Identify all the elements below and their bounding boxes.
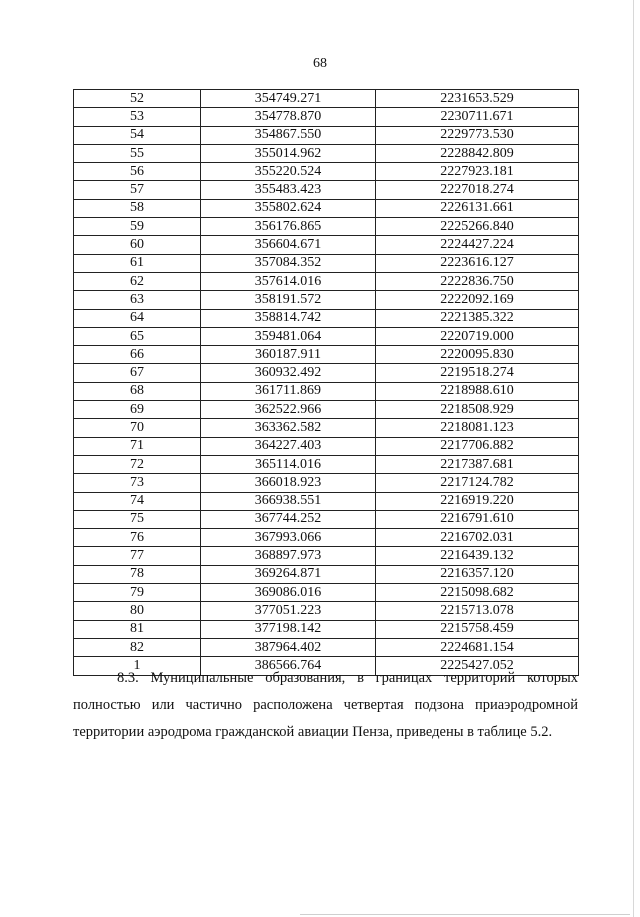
x-coordinate-cell: 367993.066	[201, 529, 376, 547]
x-coordinate-cell: 360187.911	[201, 346, 376, 364]
x-coordinate-cell: 354749.271	[201, 90, 376, 108]
x-coordinate-cell: 387964.402	[201, 638, 376, 656]
table-row	[74, 638, 579, 656]
x-coordinate-cell: 356176.865	[201, 218, 376, 236]
x-coordinate-cell: 366938.551	[201, 492, 376, 510]
y-coordinate-cell: 2216439.132	[376, 547, 579, 565]
x-coordinate-cell: 368897.973	[201, 547, 376, 565]
point-number-cell: 67	[74, 364, 201, 382]
y-coordinate-cell: 2216919.220	[376, 492, 579, 510]
table-row	[74, 218, 579, 236]
table-row	[74, 602, 579, 620]
x-coordinate-cell: 354778.870	[201, 108, 376, 126]
point-number-cell: 54	[74, 126, 201, 144]
point-number-cell: 69	[74, 401, 201, 419]
table-row	[74, 437, 579, 455]
point-number-cell: 61	[74, 254, 201, 272]
y-coordinate-cell: 2220095.830	[376, 346, 579, 364]
x-coordinate-cell: 355483.423	[201, 181, 376, 199]
point-number-cell: 55	[74, 144, 201, 162]
y-coordinate-cell: 2216791.610	[376, 510, 579, 528]
x-coordinate-cell: 357614.016	[201, 272, 376, 290]
table-row	[74, 144, 579, 162]
x-coordinate-cell: 365114.016	[201, 455, 376, 473]
table-row	[74, 272, 579, 290]
point-number-cell: 73	[74, 474, 201, 492]
x-coordinate-cell: 377198.142	[201, 620, 376, 638]
table-row	[74, 163, 579, 181]
table-row	[74, 364, 579, 382]
point-number-cell: 59	[74, 218, 201, 236]
coordinates-table-body	[74, 90, 579, 676]
y-coordinate-cell: 2219518.274	[376, 364, 579, 382]
table-row	[74, 565, 579, 583]
y-coordinate-cell: 2225427.052	[376, 657, 579, 675]
y-coordinate-cell: 2222836.750	[376, 272, 579, 290]
y-coordinate-cell: 2231653.529	[376, 90, 579, 108]
point-number-cell: 60	[74, 236, 201, 254]
point-number-cell: 78	[74, 565, 201, 583]
point-number-cell: 72	[74, 455, 201, 473]
body-paragraph: 8.3. Муниципальные образования, в границах территорий которых полностью или частично расположена четвертая подзона приаэродромной территории аэродрома гражданской авиации Пенза, приведены в таблице 5.2.	[73, 670, 578, 740]
point-number-cell: 57	[74, 181, 201, 199]
x-coordinate-cell: 358814.742	[201, 309, 376, 327]
table-row	[74, 291, 579, 309]
y-coordinate-cell: 2229773.530	[376, 126, 579, 144]
y-coordinate-cell: 2216357.120	[376, 565, 579, 583]
y-coordinate-cell: 2225266.840	[376, 218, 579, 236]
point-number-cell: 74	[74, 492, 201, 510]
scan-edge-line	[300, 914, 630, 915]
table-row	[74, 474, 579, 492]
x-coordinate-cell: 356604.671	[201, 236, 376, 254]
y-coordinate-cell: 2222092.169	[376, 291, 579, 309]
point-number-cell: 64	[74, 309, 201, 327]
point-number-cell: 71	[74, 437, 201, 455]
x-coordinate-cell: 355802.624	[201, 199, 376, 217]
table-row	[74, 90, 579, 108]
y-coordinate-cell: 2218081.123	[376, 419, 579, 437]
point-number-cell: 66	[74, 346, 201, 364]
point-number-cell: 53	[74, 108, 201, 126]
x-coordinate-cell: 360932.492	[201, 364, 376, 382]
x-coordinate-cell: 363362.582	[201, 419, 376, 437]
y-coordinate-cell: 2215713.078	[376, 602, 579, 620]
y-coordinate-cell: 2220719.000	[376, 327, 579, 345]
x-coordinate-cell: 361711.869	[201, 382, 376, 400]
x-coordinate-cell: 369264.871	[201, 565, 376, 583]
table-row	[74, 126, 579, 144]
x-coordinate-cell: 355220.524	[201, 163, 376, 181]
table-row	[74, 382, 579, 400]
x-coordinate-cell: 367744.252	[201, 510, 376, 528]
x-coordinate-cell: 369086.016	[201, 584, 376, 602]
x-coordinate-cell: 357084.352	[201, 254, 376, 272]
y-coordinate-cell: 2215758.459	[376, 620, 579, 638]
y-coordinate-cell: 2223616.127	[376, 254, 579, 272]
point-number-cell: 62	[74, 272, 201, 290]
y-coordinate-cell: 2230711.671	[376, 108, 579, 126]
point-number-cell: 79	[74, 584, 201, 602]
table-row	[74, 254, 579, 272]
page-number: 68	[313, 56, 327, 71]
y-coordinate-cell: 2218508.929	[376, 401, 579, 419]
point-number-cell: 82	[74, 638, 201, 656]
y-coordinate-cell: 2226131.661	[376, 199, 579, 217]
x-coordinate-cell: 358191.572	[201, 291, 376, 309]
x-coordinate-cell: 359481.064	[201, 327, 376, 345]
table-row	[74, 547, 579, 565]
table-row	[74, 510, 579, 528]
point-number-cell: 77	[74, 547, 201, 565]
coordinates-table	[73, 89, 579, 676]
y-coordinate-cell: 2227923.181	[376, 163, 579, 181]
x-coordinate-cell: 364227.403	[201, 437, 376, 455]
point-number-cell: 70	[74, 419, 201, 437]
table-row	[74, 199, 579, 217]
point-number-cell: 80	[74, 602, 201, 620]
table-row	[74, 346, 579, 364]
x-coordinate-cell: 362522.966	[201, 401, 376, 419]
scan-edge-line	[633, 0, 634, 917]
y-coordinate-cell: 2217387.681	[376, 455, 579, 473]
table-row	[74, 401, 579, 419]
table-row	[74, 584, 579, 602]
table-row	[74, 419, 579, 437]
table-row	[74, 309, 579, 327]
y-coordinate-cell: 2216702.031	[376, 529, 579, 547]
point-number-cell: 56	[74, 163, 201, 181]
y-coordinate-cell: 2217706.882	[376, 437, 579, 455]
point-number-cell: 58	[74, 199, 201, 217]
table-row	[74, 108, 579, 126]
y-coordinate-cell: 2218988.610	[376, 382, 579, 400]
y-coordinate-cell: 2217124.782	[376, 474, 579, 492]
table-row	[74, 492, 579, 510]
point-number-cell: 81	[74, 620, 201, 638]
point-number-cell: 68	[74, 382, 201, 400]
table-row	[74, 455, 579, 473]
y-coordinate-cell: 2224427.224	[376, 236, 579, 254]
y-coordinate-cell: 2228842.809	[376, 144, 579, 162]
y-coordinate-cell: 2227018.274	[376, 181, 579, 199]
point-number-cell: 75	[74, 510, 201, 528]
point-number-cell: 65	[74, 327, 201, 345]
point-number-cell: 1	[74, 657, 201, 675]
x-coordinate-cell: 386566.764	[201, 657, 376, 675]
x-coordinate-cell: 354867.550	[201, 126, 376, 144]
point-number-cell: 63	[74, 291, 201, 309]
table-row	[74, 236, 579, 254]
x-coordinate-cell: 377051.223	[201, 602, 376, 620]
table-row	[74, 620, 579, 638]
point-number-cell: 76	[74, 529, 201, 547]
point-number-cell: 52	[74, 90, 201, 108]
y-coordinate-cell: 2224681.154	[376, 638, 579, 656]
x-coordinate-cell: 355014.962	[201, 144, 376, 162]
table-row	[74, 327, 579, 345]
y-coordinate-cell: 2215098.682	[376, 584, 579, 602]
table-row	[74, 181, 579, 199]
y-coordinate-cell: 2221385.322	[376, 309, 579, 327]
x-coordinate-cell: 366018.923	[201, 474, 376, 492]
table-row	[74, 529, 579, 547]
